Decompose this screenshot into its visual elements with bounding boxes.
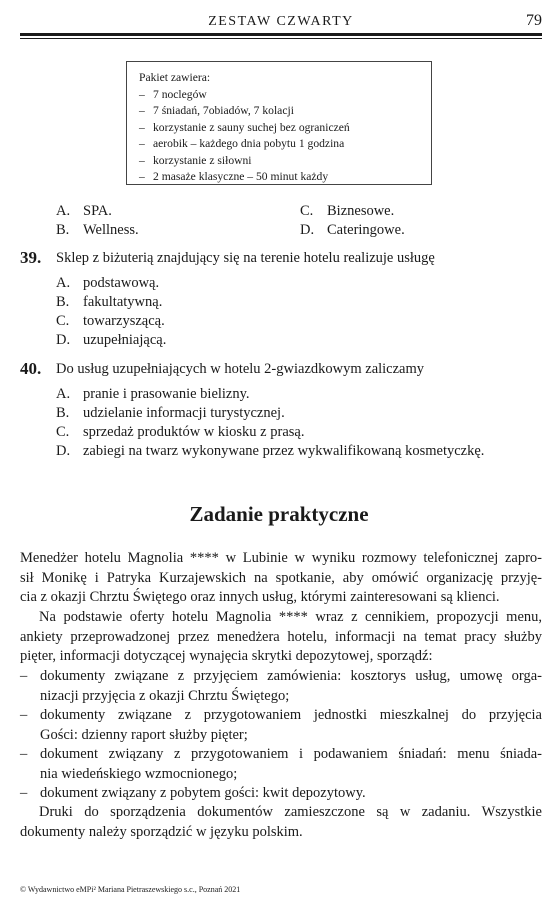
package-item: – korzystanie z siłowni <box>139 153 431 170</box>
task-paragraph-2 <box>20 608 542 667</box>
task-bullet-list <box>20 667 542 804</box>
header-rule-thin <box>20 38 542 39</box>
q39-option-d: D. uzupełniającą. <box>56 332 167 348</box>
page-number: 79 <box>526 12 542 29</box>
task-paragraph-1 <box>20 549 542 608</box>
running-header <box>20 12 542 34</box>
list-item: – dokument związany z pobytem gości: kwit depozytowy. <box>20 784 542 804</box>
task-paragraph-3 <box>20 803 542 842</box>
text-line: ankiety przeprowadzonej przez menedżera hotelu, informacji na temat pracy służby <box>20 628 542 645</box>
text-line: cia z okazji Chrztu Świętego oraz innych usług, którymi zainteresowani są klienci. <box>20 589 500 605</box>
package-item: – aerobik – każdego dnia pobytu 1 godzina <box>139 136 431 153</box>
package-item: – korzystanie z sauny suchej bez ograniczeń <box>139 120 431 137</box>
q39-option-b: B. fakultatywną. <box>56 294 163 310</box>
package-item: – 7 noclegów <box>139 87 431 104</box>
q40-number: 40. <box>20 359 42 378</box>
q39-number: 39. <box>20 248 42 267</box>
q40-option-d: D. zabiegi na twarz wykonywane przez wykwalifikowaną kosmetyczkę. <box>56 443 485 459</box>
package-item: – 2 masaże klasyczne – 50 minut każdy <box>139 169 431 186</box>
text-line: Menedżer hotelu Magnolia **** w Lubinie w wyniku rozmowy telefonicznej zapro- <box>20 550 542 566</box>
package-title: Pakiet zawiera: <box>139 71 211 84</box>
text-line: Druki do sporządzenia dokumentów zamieszczone są w zadaniu. Wszystkie <box>39 804 542 820</box>
q39-text: Sklep z biżuterią znajdujący się na terenie hotelu realizuje usługę <box>56 250 435 266</box>
q40-option-c: C. sprzedaż produktów w kiosku z prasą. <box>56 424 305 440</box>
q38-option-a: A. SPA. <box>56 203 112 219</box>
q38-option-d: D. Cateringowe. <box>300 222 405 238</box>
chapter-title: ZESTAW CZWARTY <box>208 14 354 29</box>
q40-option-a: A. pranie i prasowanie bielizny. <box>56 386 250 402</box>
header-rule-thick <box>20 33 542 36</box>
package-box <box>126 61 432 185</box>
q38-option-b: B. Wellness. <box>56 222 139 238</box>
text-line: sił Monikę i Patryka Kurzajewskich na spotkanie, aby omówić organizację przyję- <box>20 569 542 586</box>
q39-option-a: A. podstawową. <box>56 275 160 291</box>
text-line: Na podstawie oferty hotelu Magnolia **** wraz z cennikiem, propozycji menu, <box>39 609 542 625</box>
q40-option-b: B. udzielanie informacji turystycznej. <box>56 405 285 421</box>
q38-option-c: C. Biznesowe. <box>300 203 395 219</box>
text-line: pięter, informacji dotyczącej wynajęcia skrytki depozytowej, sporządź: <box>20 648 433 664</box>
package-item: – 7 śniadań, 7obiadów, 7 kolacji <box>139 103 431 120</box>
list-item: – dokumenty związane z przyjęciem zamówienia: kosztorys usług, umowę orga- nizacji przyjęcia z okazji Chrztu Świętego; <box>20 667 542 706</box>
section-title: Zadanie praktyczne <box>189 502 369 526</box>
text-line: dokumenty należy sporządzić w języku polskim. <box>20 823 303 840</box>
q39-option-c: C. towarzyszącą. <box>56 313 165 329</box>
q40-text: Do usług uzupełniających w hotelu 2-gwiazdkowym zaliczamy <box>56 361 425 377</box>
list-item: – dokumenty związane z przygotowaniem jednostki mieszkalnej do przyjęcia Gości: dzienny raport służby pięter; <box>20 706 542 745</box>
copyright-footer: © Wydawnictwo eMPi² Mariana Pietraszewskiego s.c., Poznań 2021 <box>20 885 241 894</box>
list-item: – dokument związany z przygotowaniem i podawaniem śniadań: menu śniada- nia wiedeńskiego wzmocnionego; <box>20 745 542 784</box>
